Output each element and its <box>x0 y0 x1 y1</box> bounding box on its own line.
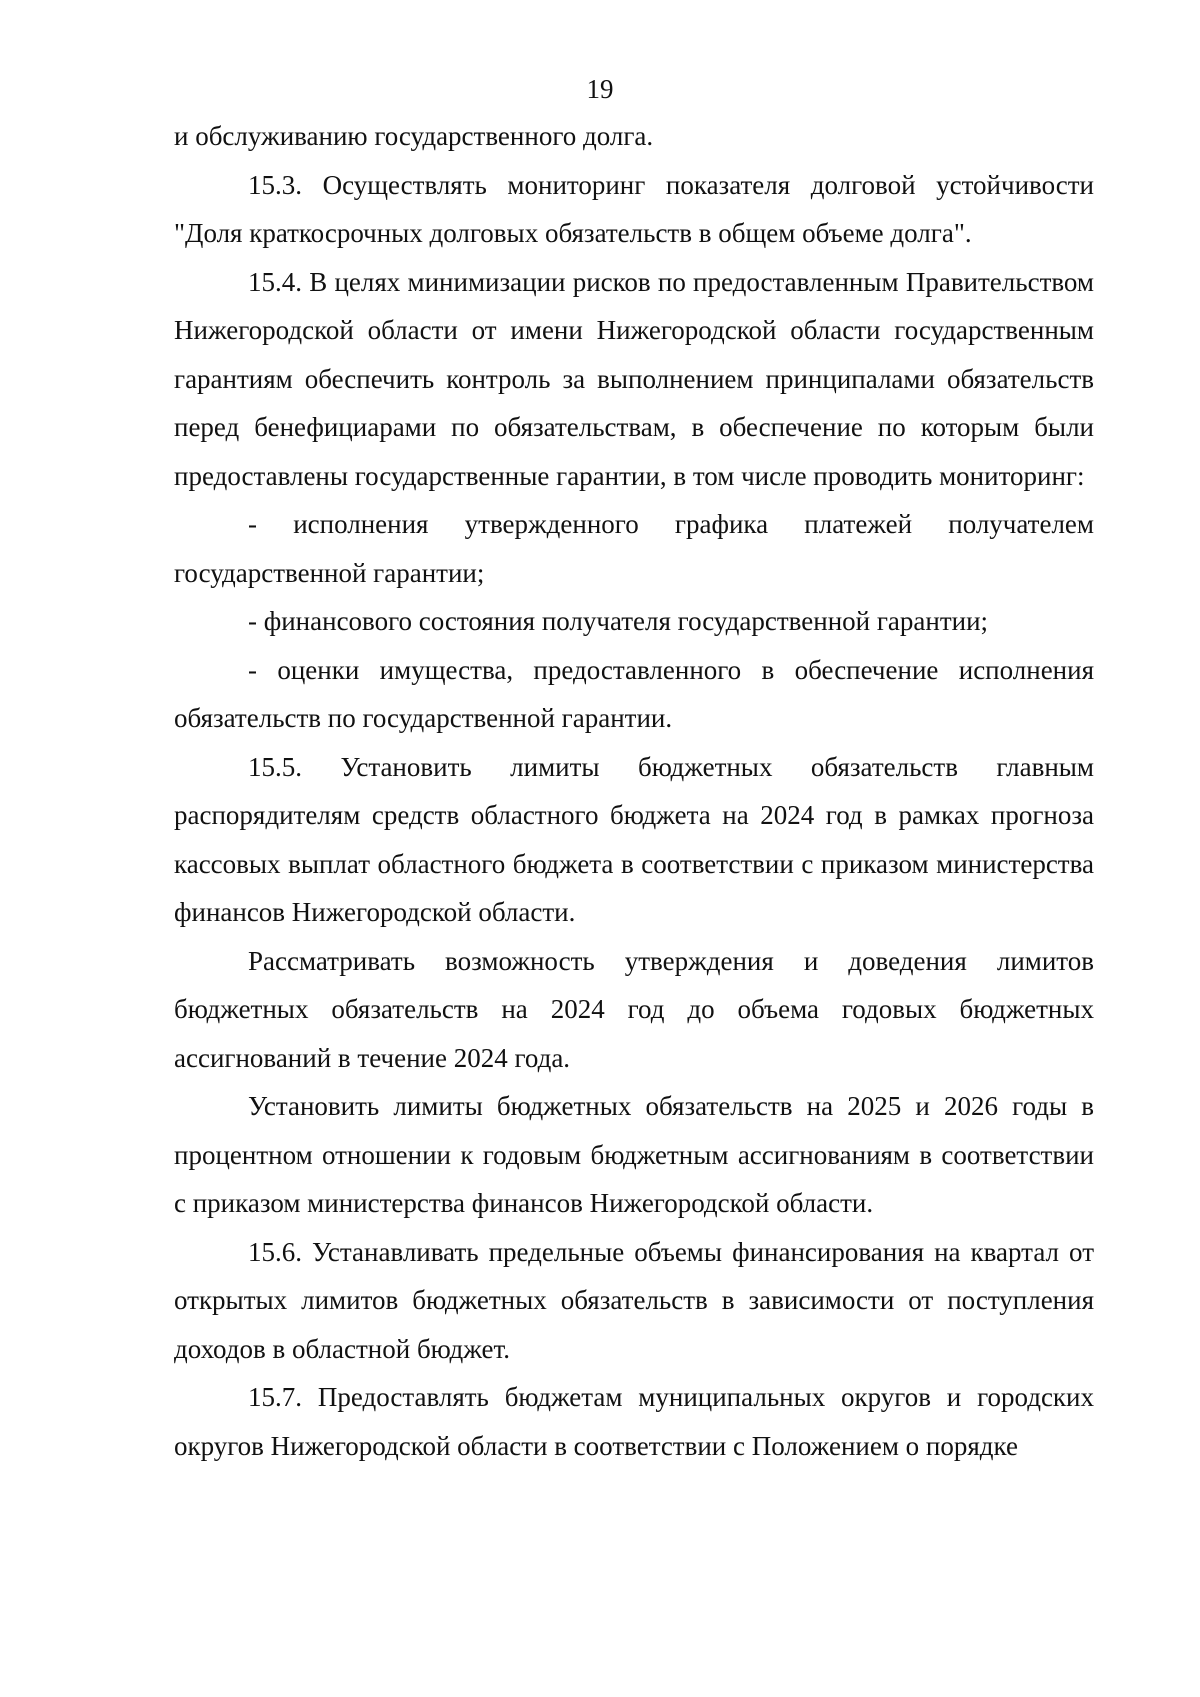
list-item-payment-schedule: - исполнения утвержденного графика платежей получателем государственной гарантии; <box>174 509 1094 588</box>
page-number: 19 <box>586 74 614 104</box>
paragraph-limits-2024: Рассматривать возможность утверждения и доведения лимитов бюджетных обязательств на 2024 год до объема годовых бюджетных ассигнований в течение 2024 года. <box>174 945 1094 1073</box>
paragraph-15-6: 15.6. Устанавливать предельные объемы финансирования на квартал от открытых лимитов бюджетных обязательств в зависимости от поступления доходов в областной бюджет. <box>174 1236 1094 1364</box>
paragraph-debt-servicing-end: и обслуживанию государственного долга. <box>174 121 654 151</box>
list-item-property-valuation: - оценки имущества, предоставленного в обеспечение исполнения обязательств по государственной гарантии. <box>174 654 1094 733</box>
paragraph-15-4: 15.4. В целях минимизации рисков по предоставленным Правительством Нижегородской области от имени Нижегородской области государственным гарантиям обеспечить контроль за выполнением принципалами обязательств перед бенефициарами по обязательствам, в обеспечение по которым были предоставлены государственные гарантии, в том числе проводить мониторинг: <box>174 266 1094 491</box>
paragraph-15-3: 15.3. Осуществлять мониторинг показателя долговой устойчивости "Доля краткосрочных долговых обязательств в общем объеме долга". <box>174 169 1094 248</box>
paragraph-15-5: 15.5. Установить лимиты бюджетных обязательств главным распорядителям средств областного бюджета на 2024 год в рамках прогноза кассовых выплат областного бюджета в соответствии с приказом министерства финансов Нижегородской области. <box>174 751 1094 927</box>
paragraph-limits-2025-2026: Установить лимиты бюджетных обязательств на 2025 и 2026 годы в процентном отношении к годовым бюджетным ассигнованиям в соответствии с приказом министерства финансов Нижегородской области. <box>174 1091 1094 1218</box>
paragraph-15-7: 15.7. Предоставлять бюджетам муниципальных округов и городских округов Нижегородской области в соответствии с Положением о порядке <box>174 1382 1094 1461</box>
document-body <box>174 112 1094 1470</box>
list-item-financial-state: - финансового состояния получателя государственной гарантии; <box>248 606 989 636</box>
